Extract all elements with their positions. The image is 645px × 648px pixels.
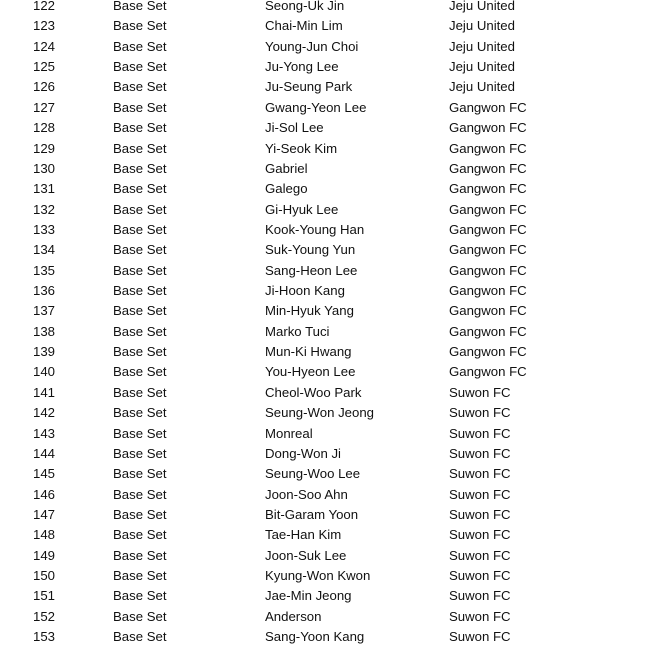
player-name: Bit-Garam Yoon: [265, 506, 359, 522]
card-number: 144: [33, 445, 56, 461]
set-name: Base Set: [113, 384, 167, 400]
table-row: [0, 77, 645, 97]
card-number: 147: [33, 506, 56, 522]
table-row: [0, 586, 645, 606]
team-name: Gangwon FC: [449, 160, 527, 176]
player-name: Gwang-Yeon Lee: [265, 99, 367, 115]
table-row: [0, 383, 645, 403]
table-row: [0, 261, 645, 281]
table-row: [0, 0, 645, 16]
team-name: Gangwon FC: [449, 364, 527, 380]
card-number: 148: [33, 527, 56, 543]
table-row: [0, 179, 645, 199]
set-name: Base Set: [113, 425, 167, 441]
set-name: Base Set: [113, 629, 167, 645]
set-name: Base Set: [113, 201, 167, 217]
table-row: [0, 525, 645, 545]
team-name: Suwon FC: [449, 527, 511, 543]
set-name: Base Set: [113, 364, 167, 380]
player-name: Ji-Hoon Kang: [265, 283, 345, 299]
table-row: [0, 301, 645, 321]
table-row: [0, 16, 645, 36]
player-name: Joon-Soo Ahn: [265, 486, 348, 502]
table-row: [0, 464, 645, 484]
set-name: Base Set: [113, 79, 167, 95]
set-name: Base Set: [113, 527, 167, 543]
player-name: Ju-Yong Lee: [265, 59, 339, 75]
set-name: Base Set: [113, 59, 167, 75]
card-number: 126: [33, 79, 56, 95]
team-name: Gangwon FC: [449, 344, 527, 360]
set-name: Base Set: [113, 120, 167, 136]
team-name: Suwon FC: [449, 425, 511, 441]
set-name: Base Set: [113, 242, 167, 258]
table-row: [0, 342, 645, 362]
team-name: Gangwon FC: [449, 303, 527, 319]
set-name: Base Set: [113, 486, 167, 502]
set-name: Base Set: [113, 38, 167, 54]
set-name: Base Set: [113, 506, 167, 522]
set-name: Base Set: [113, 99, 167, 115]
player-name: Ju-Seung Park: [265, 79, 353, 95]
player-name: Young-Jun Choi: [265, 38, 359, 54]
player-name: You-Hyeon Lee: [265, 364, 356, 380]
team-name: Suwon FC: [449, 466, 511, 482]
table-row: [0, 424, 645, 444]
table-row: [0, 118, 645, 138]
table-row: [0, 98, 645, 118]
set-name: Base Set: [113, 181, 167, 197]
card-number: 133: [33, 221, 56, 237]
card-number: 143: [33, 425, 56, 441]
player-name: Monreal: [265, 425, 313, 441]
team-name: Gangwon FC: [449, 242, 527, 258]
team-name: Jeju United: [449, 59, 515, 75]
team-name: Suwon FC: [449, 506, 511, 522]
team-name: Gangwon FC: [449, 323, 527, 339]
card-number: 150: [33, 568, 56, 584]
player-name: Sang-Yoon Kang: [265, 629, 365, 645]
team-name: Suwon FC: [449, 629, 511, 645]
team-name: Gangwon FC: [449, 120, 527, 136]
card-number: 142: [33, 405, 56, 421]
team-name: Suwon FC: [449, 568, 511, 584]
player-name: Min-Hyuk Yang: [265, 303, 354, 319]
table-row: [0, 566, 645, 586]
set-name: Base Set: [113, 18, 167, 34]
set-name: Base Set: [113, 140, 167, 156]
set-name: Base Set: [113, 466, 167, 482]
table-row: [0, 444, 645, 464]
card-number: 139: [33, 344, 56, 360]
set-name: Base Set: [113, 0, 167, 13]
player-name: Seung-Won Jeong: [265, 405, 374, 421]
player-name: Cheol-Woo Park: [265, 384, 362, 400]
set-name: Base Set: [113, 608, 167, 624]
set-name: Base Set: [113, 344, 167, 360]
team-name: Suwon FC: [449, 588, 511, 604]
team-name: Gangwon FC: [449, 201, 527, 217]
set-name: Base Set: [113, 160, 167, 176]
set-name: Base Set: [113, 323, 167, 339]
table-row: [0, 403, 645, 423]
table-row: [0, 607, 645, 627]
table-row: [0, 57, 645, 77]
player-name: Seong-Uk Jin: [265, 0, 345, 13]
card-number: 146: [33, 486, 56, 502]
set-name: Base Set: [113, 221, 167, 237]
team-name: Jeju United: [449, 18, 515, 34]
team-name: Gangwon FC: [449, 283, 527, 299]
team-name: Suwon FC: [449, 608, 511, 624]
table-row: [0, 485, 645, 505]
card-number: 149: [33, 547, 56, 563]
table-row: [0, 322, 645, 342]
card-number: 135: [33, 262, 56, 278]
card-number: 152: [33, 608, 56, 624]
set-name: Base Set: [113, 547, 167, 563]
team-name: Suwon FC: [449, 405, 511, 421]
card-number: 131: [33, 181, 56, 197]
card-number: 134: [33, 242, 56, 258]
team-name: Gangwon FC: [449, 221, 527, 237]
team-name: Gangwon FC: [449, 140, 527, 156]
card-number: 124: [33, 38, 56, 54]
card-number: 151: [33, 588, 56, 604]
player-name: Dong-Won Ji: [265, 445, 341, 461]
team-name: Suwon FC: [449, 384, 511, 400]
table-row: [0, 362, 645, 382]
card-number: 125: [33, 59, 56, 75]
table-row: [0, 37, 645, 57]
card-number: 123: [33, 18, 56, 34]
table-row: [0, 546, 645, 566]
card-number: 141: [33, 384, 56, 400]
player-name: Gi-Hyuk Lee: [265, 201, 339, 217]
team-name: Jeju United: [449, 38, 515, 54]
card-number: 153: [33, 629, 56, 645]
player-name: Yi-Seok Kim: [265, 140, 338, 156]
player-name: Kook-Young Han: [265, 221, 365, 237]
table-row: [0, 159, 645, 179]
player-name: Kyung-Won Kwon: [265, 568, 371, 584]
player-name: Joon-Suk Lee: [265, 547, 347, 563]
table-row: [0, 240, 645, 260]
set-name: Base Set: [113, 262, 167, 278]
card-number: 122: [33, 0, 56, 13]
card-number: 145: [33, 466, 56, 482]
table-row: [0, 505, 645, 525]
table-row: [0, 200, 645, 220]
player-name: Gabriel: [265, 160, 308, 176]
table-row: [0, 281, 645, 301]
card-number: 127: [33, 99, 56, 115]
team-name: Suwon FC: [449, 445, 511, 461]
set-name: Base Set: [113, 303, 167, 319]
team-name: Suwon FC: [449, 547, 511, 563]
team-name: Gangwon FC: [449, 181, 527, 197]
card-number: 130: [33, 160, 56, 176]
set-name: Base Set: [113, 588, 167, 604]
player-name: Marko Tuci: [265, 323, 330, 339]
player-name: Galego: [265, 181, 308, 197]
table-row: [0, 139, 645, 159]
player-name: Tae-Han Kim: [265, 527, 342, 543]
card-number: 129: [33, 140, 56, 156]
table-row: [0, 220, 645, 240]
card-number: 140: [33, 364, 56, 380]
table-row: [0, 627, 645, 647]
card-number: 136: [33, 283, 56, 299]
set-name: Base Set: [113, 568, 167, 584]
player-name: Suk-Young Yun: [265, 242, 356, 258]
player-name: Chai-Min Lim: [265, 18, 343, 34]
player-name: Anderson: [265, 608, 322, 624]
team-name: Jeju United: [449, 0, 515, 13]
card-number: 138: [33, 323, 56, 339]
team-name: Jeju United: [449, 79, 515, 95]
card-number: 128: [33, 120, 56, 136]
player-name: Seung-Woo Lee: [265, 466, 361, 482]
team-name: Gangwon FC: [449, 262, 527, 278]
card-number: 132: [33, 201, 56, 217]
player-name: Ji-Sol Lee: [265, 120, 324, 136]
team-name: Gangwon FC: [449, 99, 527, 115]
set-name: Base Set: [113, 283, 167, 299]
team-name: Suwon FC: [449, 486, 511, 502]
player-name: Mun-Ki Hwang: [265, 344, 352, 360]
player-name: Sang-Heon Lee: [265, 262, 358, 278]
set-name: Base Set: [113, 445, 167, 461]
set-name: Base Set: [113, 405, 167, 421]
card-number: 137: [33, 303, 56, 319]
player-name: Jae-Min Jeong: [265, 588, 352, 604]
